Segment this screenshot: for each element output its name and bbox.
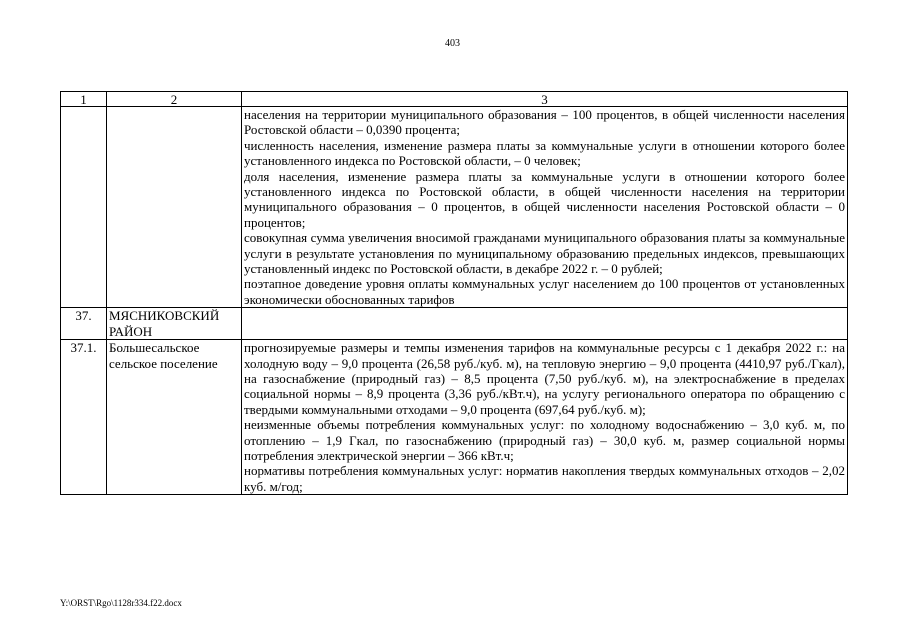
row-content [242, 308, 848, 340]
row-number: 37.1. [61, 340, 107, 495]
file-path-footer: Y:\ORST\Rgo\1128r334.f22.docx [60, 598, 182, 608]
paragraph: доля населения, изменение размера платы за коммунальные услуги в отношении которого более установленного индекса по Ростовской области, в общей численности населения на территории муниципального образования – 0 процентов, в общей численности населения Ростовской области – 0 процентов; [244, 168, 845, 230]
row-name [107, 107, 242, 308]
paragraph: прогнозируемые размеры и темпы изменения тарифов на коммунальные ресурсы с 1 декабря 2022 г.: на холодную воду – 9,0 процента (26,58 руб./куб. м), на тепловую энергию – 9,0 процента (4410,97 руб./Гкал), на газоснабжение (природный газ) – 8,5 процента (7,50 руб./куб. м), на электроснабжение в пределах социальной нормы – 8,9 процента (3,36 руб./кВт.ч), на услугу регионального оператора по обращению с твердыми коммунальными отходами – 9,0 процента (697,64 руб./куб. м); [244, 340, 845, 417]
row-content [242, 340, 848, 495]
row-number [61, 107, 107, 308]
paragraph: численность населения, изменение размера платы за коммунальные услуги в отношении которого более установленного индекса по Ростовской области, – 0 человек; [244, 137, 845, 169]
indices-table [60, 91, 848, 495]
paragraph: неизменные объемы потребления коммунальных услуг: по холодному водоснабжению – 3,0 куб. м, по отоплению – 1,9 Гкал, по газоснабжению (природный газ) – 30,0 куб. м, размер социальной нормы потребления электрической энергии – 366 кВт.ч; [244, 417, 845, 463]
column-header-1: 1 [61, 92, 107, 107]
row-content [242, 107, 848, 308]
paragraph: поэтапное доведение уровня оплаты коммунальных услуг населением до 100 процентов от установленных экономически обоснованных тарифов [244, 276, 845, 307]
table-row-continuation [61, 107, 848, 308]
row-number: 37. [61, 308, 107, 340]
table-header-row [61, 92, 848, 107]
paragraph: совокупная сумма увеличения вносимой гражданами муниципального образования платы за коммунальные услуги в результате установления по муниципальному образованию предельных индексов, превышающих установленный индекс по Ростовской области, в декабре 2022 г. – 0 рублей; [244, 230, 845, 277]
paragraph: нормативы потребления коммунальных услуг: норматив накопления твердых коммунальных отходов – 2,02 куб. м/год; [244, 463, 845, 494]
row-name: Большесальское сельское поселение [107, 340, 242, 495]
column-header-3: 3 [242, 92, 848, 107]
row-name: МЯСНИКОВСКИЙ РАЙОН [107, 308, 242, 340]
page-number: 403 [445, 38, 460, 49]
column-header-2: 2 [107, 92, 242, 107]
table-row-district [61, 308, 848, 340]
table-row-settlement [61, 340, 848, 495]
paragraph: населения на территории муниципального образования – 100 процентов, в общей численности населения Ростовской области – 0,0390 процента; [244, 107, 845, 138]
